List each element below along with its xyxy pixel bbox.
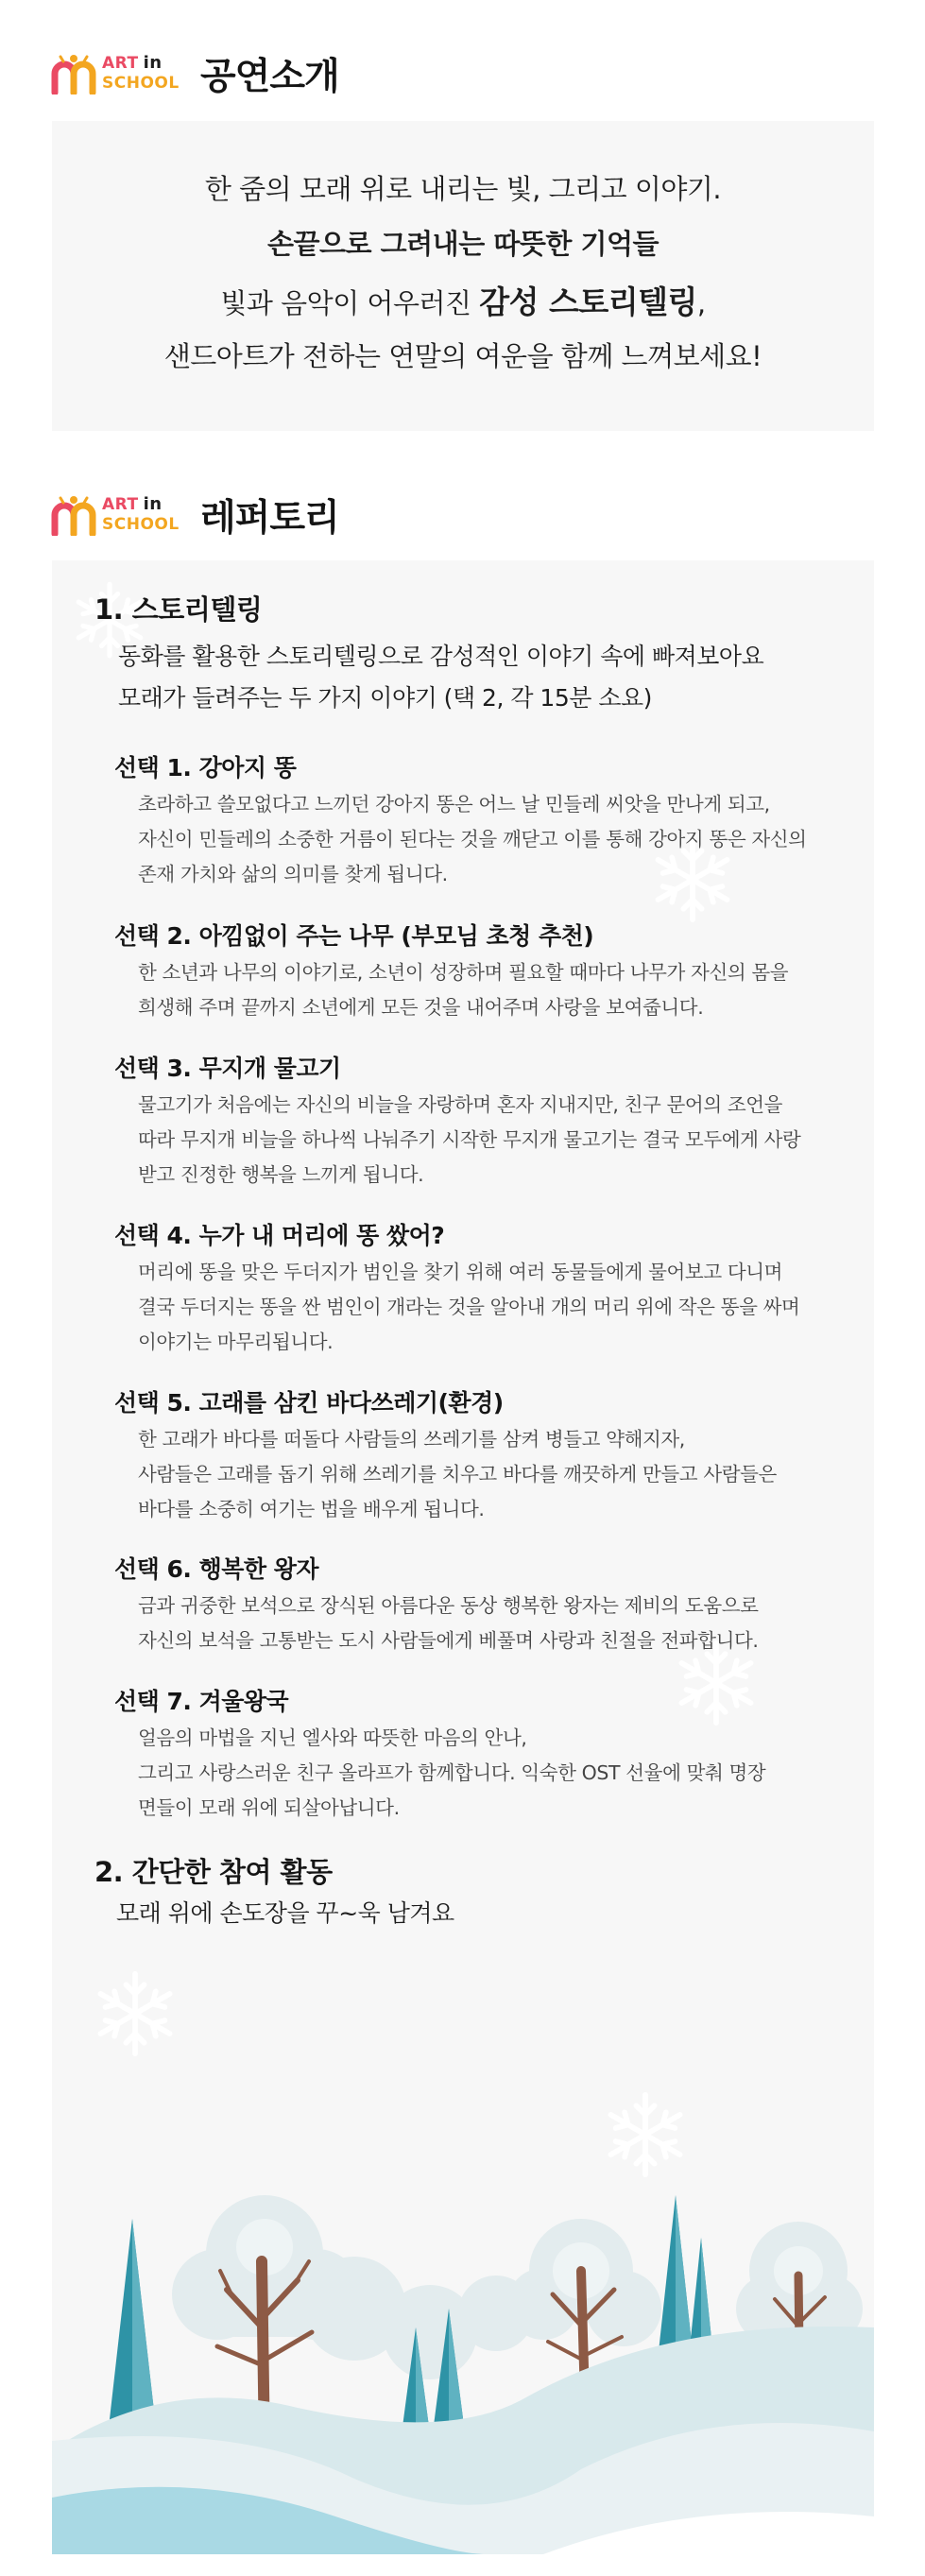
intro-line-3 [52,278,874,322]
storytelling-heading: 1. 스토리텔링 [94,593,263,626]
intro-line-4: 샌드아트가 전하는 연말의 여운을 함께 느껴보세요! [163,340,762,372]
option-3-line: 따라 무지개 비늘을 하나씩 나눠주기 시작한 무지개 물고기는 결국 모두에게 사랑 [138,1128,801,1151]
participation-desc: 모래 위에 손도장을 꾸~욱 남겨요 [116,1899,454,1927]
option-3-line: 받고 진정한 행복을 느끼게 됩니다. [138,1163,424,1186]
winter-landscape-illustration [52,2138,874,2554]
option-7-line: 그리고 사랑스러운 친구 올라프가 함께합니다. 익숙한 OST 선율에 맞춰 명장 [138,1761,766,1784]
option-3-title: 선택 3. 무지개 물고기 [114,1055,341,1082]
logo-text-school: SCHOOL [102,515,180,534]
option-6-desc [138,1589,856,1658]
intro-line-3-pre: 빛과 음악이 어우러진 [220,287,480,319]
art-in-school-logo [49,47,181,100]
option-3-line: 물고기가 처음에는 자신의 비늘을 자랑하며 혼자 지내지만, 친구 문어의 조언을 [138,1093,783,1116]
option-4-desc [138,1255,856,1360]
repertory-title: 레퍼토리 [200,497,339,540]
intro-line-3-post: , [696,287,706,319]
option-4-title: 선택 4. 누가 내 머리에 똥 쌌어? [114,1222,445,1249]
intro-box [52,121,874,431]
option-7-desc [138,1721,856,1826]
option-1-line: 자신이 민들레의 소중한 거름이 된다는 것을 깨닫고 이를 통해 강아지 똥은 자신의 [138,828,807,850]
option-3-desc [138,1088,856,1193]
repertory-box [52,560,874,2554]
option-5-line: 한 고래가 바다를 떠돌다 사람들의 쓰레기를 삼켜 병들고 약해지자, [138,1428,685,1451]
option-2-desc [138,955,856,1025]
logo-text-school: SCHOOL [102,74,180,93]
logo-text-in: in [143,53,163,73]
art-in-school-logo [49,489,181,541]
option-5-line: 바다를 소중히 여기는 법을 배우게 됩니다. [138,1498,485,1520]
option-4-line: 이야기는 마무리됩니다. [138,1331,334,1353]
option-7-line: 얼음의 마법을 지닌 엘사와 따뜻한 마음의 안나, [138,1726,527,1749]
logo-text-in: in [143,494,163,514]
option-5-title: 선택 5. 고래를 삼킨 바다쓰레기(환경) [114,1389,504,1417]
storytelling-desc-2: 모래가 들려주는 두 가지 이야기 (택 2, 각 15분 소요) [118,684,652,712]
intro-title: 공연소개 [200,56,339,98]
option-6-title: 선택 6. 행복한 왕자 [114,1555,319,1583]
intro-line-2 [52,223,874,262]
logo-mark-icon [49,53,100,94]
option-1-desc [138,787,856,892]
logo-text-art: ART [102,54,139,73]
repertory-header [49,487,339,543]
option-5-line: 사람들은 고래를 돕기 위해 쓰레기를 치우고 바다를 깨끗하게 만들고 사람들은 [138,1463,777,1485]
logo-mark-icon [49,494,100,536]
option-1-title: 선택 1. 강아지 똥 [114,754,297,781]
option-1-line: 초라하고 쓸모없다고 느끼던 강아지 똥은 어느 날 민들레 씨앗을 만나게 되고, [138,793,770,816]
option-7-title: 선택 7. 겨울왕국 [114,1688,289,1715]
option-6-line: 금과 귀중한 보석으로 장식된 아름다운 동상 행복한 왕자는 제비의 도움으로 [138,1594,759,1617]
option-1-line: 존재 가치와 삶의 의미를 찾게 됩니다. [138,863,448,885]
logo-text-art: ART [102,495,139,514]
intro-line-3-bold: 감성 스토리텔링 [479,283,697,320]
option-2-line: 희생해 주며 끝까지 소년에게 모든 것을 내어주며 사랑을 보여줍니다. [138,996,704,1019]
option-2-line: 한 소년과 나무의 이야기로, 소년이 성장하며 필요할 때마다 나무가 자신의 몸을 [138,961,789,984]
option-4-line: 머리에 똥을 맞은 두더지가 범인을 찾기 위해 여러 동물들에게 물어보고 다니며 [138,1261,783,1283]
intro-header [49,45,339,102]
participation-heading: 2. 간단한 참여 활동 [94,1856,333,1888]
option-7-line: 면들이 모래 위에 되살아납니다. [138,1796,400,1819]
option-2-title: 선택 2. 아낌없이 주는 나무 (부모님 초청 추천) [114,922,594,950]
option-6-line: 자신의 보석을 고통받는 도시 사람들에게 베풀며 사랑과 친절을 전파합니다. [138,1629,759,1652]
option-5-desc [138,1422,856,1527]
intro-line-2-text: 손끝으로 그려내는 따뜻한 기억들 [267,228,659,260]
intro-line-1: 한 줌의 모래 위로 내리는 빛, 그리고 이야기. [204,173,722,205]
snowflake-icon [90,1968,180,2059]
storytelling-desc-1: 동화를 활용한 스토리텔링으로 감성적인 이야기 속에 빠져보아요 [118,643,764,670]
option-4-line: 결국 두더지는 똥을 싼 범인이 개라는 것을 알아내 개의 머리 위에 작은 똥을 싸며 [138,1296,800,1318]
